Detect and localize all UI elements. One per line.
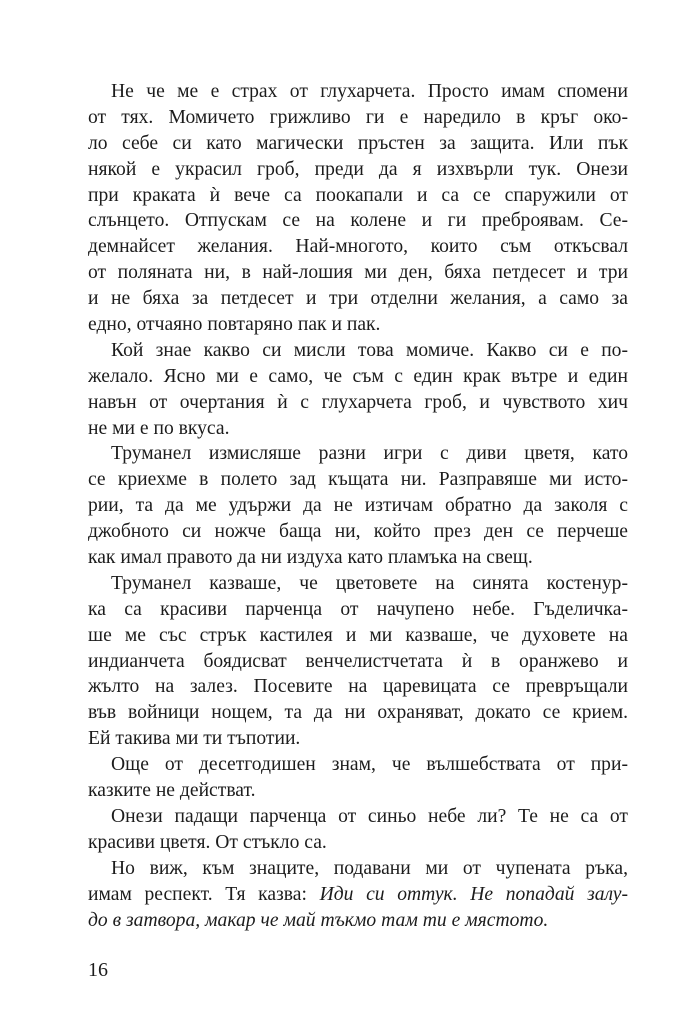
line-text: Труманел казваше, че цветовете на синята костенур-	[111, 572, 628, 594]
line-italic-text: Иди си оттук. Не попадай залу-	[319, 883, 628, 905]
line-text: при краката ѝ вече са поокапали и са се спаружили от	[88, 184, 628, 206]
text-line	[88, 105, 628, 131]
text-line	[88, 467, 628, 493]
text-line	[88, 390, 628, 416]
line-text: ло себе си като магически пръстен за защита. Или пък	[88, 132, 628, 154]
text-line	[88, 908, 628, 934]
line-text: рии, та да ме удържи да не изтичам обратно да заколя с	[88, 495, 628, 517]
line-text: Труманел измисляше разни игри с диви цветя, като	[111, 443, 628, 465]
line-text: Онези падащи парченца от синьо небе ли? Те не са от	[111, 805, 628, 827]
line-text: как имал правото да ни издуха като пламъка на свещ.	[88, 547, 533, 569]
text-line	[88, 726, 628, 752]
text-line	[88, 700, 628, 726]
line-text: индианчета боядисват венчелистчетата ѝ в оранжево и	[88, 650, 628, 672]
text-line	[88, 674, 628, 700]
line-text: имам респект. Тя казва:	[88, 883, 320, 905]
text-line	[88, 752, 628, 778]
text-line	[88, 79, 628, 105]
text-line	[88, 493, 628, 519]
line-text: някой е украсил гроб, преди да я изхвърли тук. Онези	[88, 158, 628, 180]
text-line	[88, 804, 628, 830]
line-text: казките не действат.	[88, 780, 256, 802]
text-line	[88, 131, 628, 157]
text-line	[88, 623, 628, 649]
text-line	[88, 416, 628, 442]
text-line	[88, 882, 628, 908]
line-text: жълто на залез. Посевите на царевицата се превръщали	[88, 676, 628, 698]
line-text: Но виж, към знаците, подавани ми от чупената ръка,	[111, 857, 628, 879]
line-text: се криехме в полето зад къщата ни. Разправяше ми исто-	[88, 469, 628, 491]
text-line	[88, 649, 628, 675]
text-line	[88, 157, 628, 183]
line-text: Кой знае какво си мисли това момиче. Какво си е по-	[111, 339, 628, 361]
text-line	[88, 234, 628, 260]
text-line	[88, 519, 628, 545]
text-line	[88, 571, 628, 597]
line-text: Ей такива ми ти тъпотии.	[88, 728, 301, 750]
line-text: и не бяха за петдесет и три отделни желания, а само за	[88, 288, 628, 310]
text-line	[88, 312, 628, 338]
page-number: 16	[88, 959, 108, 981]
text-line	[88, 208, 628, 234]
text-line	[88, 830, 628, 856]
line-text: джобното си ножче баща ни, който през ден се перчеше	[88, 521, 628, 543]
line-text: Не че ме е страх от глухарчета. Просто имам спомени	[111, 81, 628, 102]
line-text: от поляната ни, в най-лошия ми ден, бяха петдесет и три	[88, 262, 628, 284]
line-text: красиви цветя. От стъкло са.	[88, 831, 327, 853]
line-text: Още от десетгодишен знам, че вълшебствата от при-	[111, 754, 628, 776]
line-text: не ми е по вкуса.	[88, 417, 230, 439]
body-text	[88, 79, 628, 933]
line-text: ше ме със стрък кастилея и ми казваше, че духовете на	[88, 624, 628, 646]
text-line	[88, 441, 628, 467]
line-text: навън от очертания ѝ с глухарчета гроб, и чувството хич	[88, 391, 628, 413]
line-text: едно, отчаяно повтаряно пак и пак.	[88, 314, 381, 336]
text-line	[88, 260, 628, 286]
line-text: желало. Ясно ми е само, че съм с един крак вътре и един	[88, 365, 628, 387]
text-line	[88, 778, 628, 804]
line-text: демнайсет желания. Най-многото, които съм откъсвал	[88, 236, 628, 258]
text-line	[88, 338, 628, 364]
text-line	[88, 597, 628, 623]
text-line	[88, 364, 628, 390]
line-text: във войници нощем, та да ни охраняват, докато се крием.	[88, 702, 628, 724]
text-line	[88, 545, 628, 571]
line-text: от тях. Момичето грижливо ги е наредило в кръг око-	[88, 106, 628, 128]
text-line	[88, 183, 628, 209]
text-line	[88, 856, 628, 882]
line-italic-text: до в затвора, макар че май тъкмо там ти е мястото.	[88, 909, 549, 931]
line-text: слънцето. Отпускам се на колене и ги преброявам. Се-	[88, 210, 628, 232]
line-text: ка са красиви парченца от начупено небе. Гъделичка-	[88, 598, 628, 620]
text-line	[88, 286, 628, 312]
